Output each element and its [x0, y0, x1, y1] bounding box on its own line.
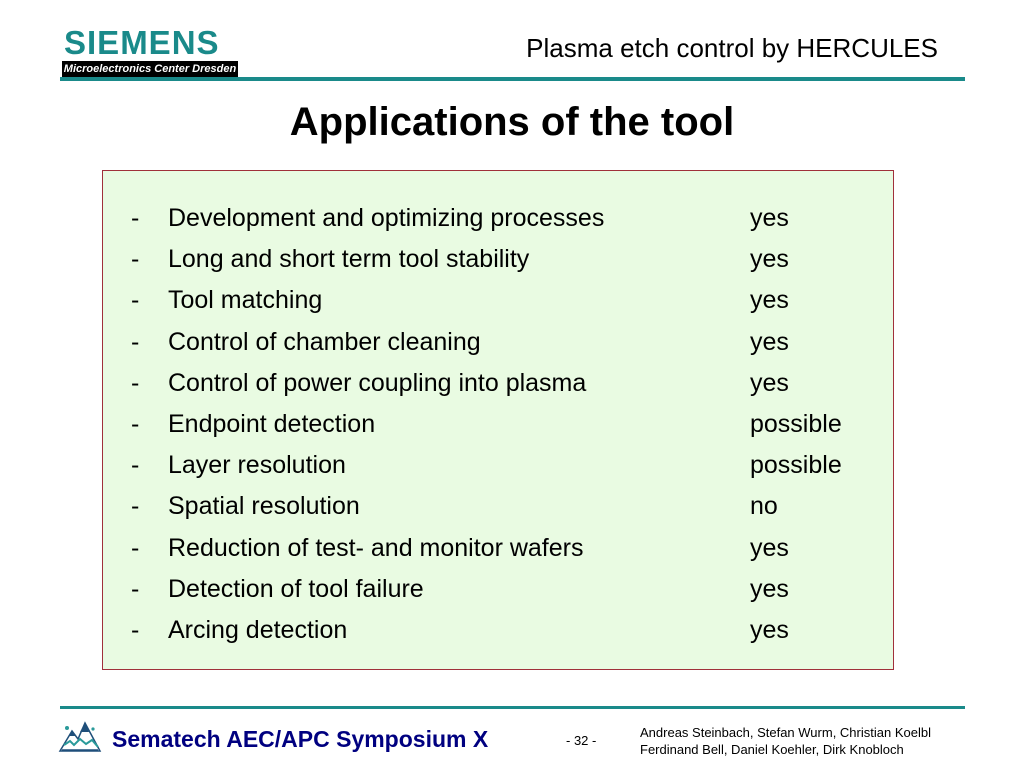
list-item: [103, 245, 893, 286]
footer-authors: [640, 724, 931, 758]
list-item: [103, 451, 893, 492]
header-divider: [60, 77, 965, 81]
authors-line-2: Ferdinand Bell, Daniel Koehler, Dirk Knobloch: [640, 742, 904, 757]
application-status: yes: [750, 245, 789, 274]
list-item: [103, 534, 893, 575]
application-status: possible: [750, 451, 842, 480]
list-dash: -: [131, 245, 140, 274]
list-item: [103, 410, 893, 451]
list-dash: -: [131, 615, 140, 644]
logo-wordmark: SIEMENS: [64, 24, 220, 61]
application-label: Control of power coupling into plasma: [168, 368, 587, 397]
application-label: Tool matching: [168, 286, 323, 315]
application-status: no: [750, 492, 778, 521]
list-item: [103, 575, 893, 616]
list-item: [103, 369, 893, 410]
application-label: Layer resolution: [168, 451, 346, 480]
application-label: Long and short term tool stability: [168, 245, 530, 274]
application-status: yes: [750, 533, 789, 562]
slide-title: Applications of the tool: [289, 100, 735, 144]
list-item: [103, 492, 893, 533]
list-dash: -: [131, 286, 140, 315]
list-item: [103, 328, 893, 369]
application-status: yes: [750, 327, 789, 356]
applications-box: [102, 170, 894, 670]
list-dash: -: [131, 368, 140, 397]
application-label: Endpoint detection: [168, 409, 376, 438]
application-label: Arcing detection: [168, 615, 348, 644]
list-item: [103, 616, 893, 657]
list-dash: -: [131, 533, 140, 562]
application-label: Development and optimizing processes: [168, 204, 605, 232]
application-label: Control of chamber cleaning: [168, 327, 481, 356]
list-item: [103, 204, 893, 245]
application-label: Spatial resolution: [168, 492, 360, 521]
application-status: yes: [750, 204, 789, 232]
application-label: Reduction of test- and monitor wafers: [168, 533, 584, 562]
application-status: possible: [750, 409, 842, 438]
authors-line-1: Andreas Steinbach, Stefan Wurm, Christian Koelbl: [640, 725, 931, 740]
page-number: - 32 -: [566, 733, 597, 748]
list-dash: -: [131, 451, 140, 480]
footer-event-name: Sematech AEC/APC Symposium X: [112, 726, 489, 752]
application-status: yes: [750, 574, 789, 603]
application-status: yes: [750, 615, 789, 644]
list-dash: -: [131, 327, 140, 356]
list-dash: -: [131, 204, 140, 232]
footer-divider: [60, 706, 965, 709]
logo-subtitle: Microelectronics Center Dresden: [63, 63, 237, 75]
siemens-logo: [62, 26, 238, 77]
applications-list: [103, 204, 893, 657]
application-status: yes: [750, 286, 789, 315]
list-item: [103, 286, 893, 327]
application-status: yes: [750, 368, 789, 397]
mountain-logo-icon: [58, 717, 102, 753]
application-label: Detection of tool failure: [168, 574, 424, 603]
list-dash: -: [131, 574, 140, 603]
header-title: Plasma etch control by HERCULES: [526, 33, 938, 63]
list-dash: -: [131, 492, 140, 521]
list-dash: -: [131, 409, 140, 438]
